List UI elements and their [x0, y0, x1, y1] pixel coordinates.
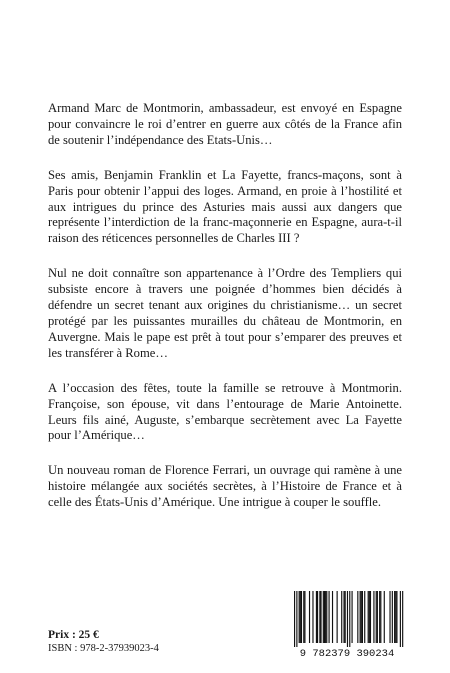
barcode-bar	[377, 591, 378, 643]
barcode-bar	[395, 591, 396, 643]
barcode-bar	[325, 591, 326, 643]
barcode-bar	[379, 591, 380, 643]
blurb-text	[48, 101, 402, 511]
blurb-paragraph-5: Un nouveau roman de Florence Ferrari, un ouvrage qui ramène à une histoire mélangée aux sociétés secrètes, à l’Histoire de France et à celle des États-Unis d’Amérique. Une intrigue à couper le souffle.	[48, 463, 402, 510]
barcode-bar	[345, 591, 346, 643]
barcode-bar	[304, 591, 305, 643]
barcode-bar	[337, 591, 338, 643]
barcode-bar	[370, 591, 371, 643]
barcode-bar	[303, 591, 304, 643]
price-label: Prix : 25 €	[48, 629, 99, 641]
barcode-bar	[312, 591, 313, 643]
price-isbn-block	[48, 628, 159, 656]
barcode-bar	[324, 591, 325, 643]
barcode-bar	[373, 591, 374, 643]
barcode-bar	[364, 591, 365, 643]
barcode-bar	[320, 591, 321, 643]
barcode-bar	[299, 591, 300, 643]
barcode-bar	[319, 591, 320, 643]
barcode-bar	[394, 591, 395, 643]
blurb-paragraph-3: Nul ne doit connaître son appartenance à l’Ordre des Templiers qui subsiste encore à travers une poignée d’hommes bien décidés à défendre un secret tenant aux origines du christianisme… un secret protégé par les puissantes murailles du château de Montmorin, en Auvergne. Mais le pape est prêt à tout pour s’emparer des preuves et les transférer à Rome…	[48, 266, 402, 360]
barcode-bar	[317, 591, 318, 643]
barcode-bar	[316, 591, 317, 643]
barcode-bar	[352, 591, 353, 643]
barcode-bar	[294, 591, 295, 647]
blurb-paragraph-2: Ses amis, Benjamin Franklin et La Fayette, francs-maçons, sont à Paris pour obtenir l’appui des loges. Armand, en proie à l’hostilité et aux intrigues du prince des Asturies mais aussi aux dangers que représente l’interdiction de la franc-maçonnerie en Espagne, aura-t-il raison des réticences personnelles de Charles III ?	[48, 167, 402, 246]
barcode-bar	[368, 591, 369, 643]
barcode-bar	[369, 591, 370, 643]
barcode-bar	[347, 591, 348, 647]
barcode-bar	[392, 591, 393, 643]
barcode-bar	[376, 591, 377, 643]
blurb-paragraph-1: Armand Marc de Montmorin, ambassadeur, est envoyé en Espagne pour convaincre le roi d’entrer en guerre aux côtés de la France afin de soutenir l’indépendance des Etats-Unis…	[48, 101, 402, 147]
isbn-barcode	[282, 587, 412, 659]
barcode-bar	[329, 591, 330, 643]
barcode-bar	[301, 591, 302, 643]
barcode-bar	[323, 591, 324, 643]
barcode-bar	[332, 591, 333, 643]
barcode-bar	[362, 591, 363, 643]
barcode-bar	[402, 591, 403, 647]
barcode-bar	[400, 591, 401, 647]
barcode-bar	[343, 591, 344, 643]
isbn-label: ISBN : 978-2-37939023-4	[48, 643, 159, 654]
barcode-icon	[282, 587, 412, 659]
barcode-bar	[349, 591, 350, 647]
barcode-bar	[396, 591, 397, 643]
barcode-bar	[300, 591, 301, 643]
barcode-bar	[341, 591, 342, 643]
barcode-bar	[357, 591, 358, 643]
blurb-paragraph-4: A l’occasion des fêtes, toute la famille se retrouve à Montmorin. Françoise, son épouse, vit dans l’entourage de Marie Antoinette. Leurs fils ainé, Auguste, s’embarque secrètement avec La Fayette pour l’Amérique…	[48, 380, 402, 443]
barcode-bar	[326, 591, 327, 643]
barcode-bar	[380, 591, 381, 643]
barcode-bar	[389, 591, 390, 643]
barcode-bar	[309, 591, 310, 643]
barcode-digits: 9 782379 390234	[299, 648, 395, 659]
barcode-bar	[296, 591, 297, 647]
barcode-bar	[360, 591, 361, 643]
barcode-bar	[384, 591, 385, 643]
barcode-bar	[361, 591, 362, 643]
